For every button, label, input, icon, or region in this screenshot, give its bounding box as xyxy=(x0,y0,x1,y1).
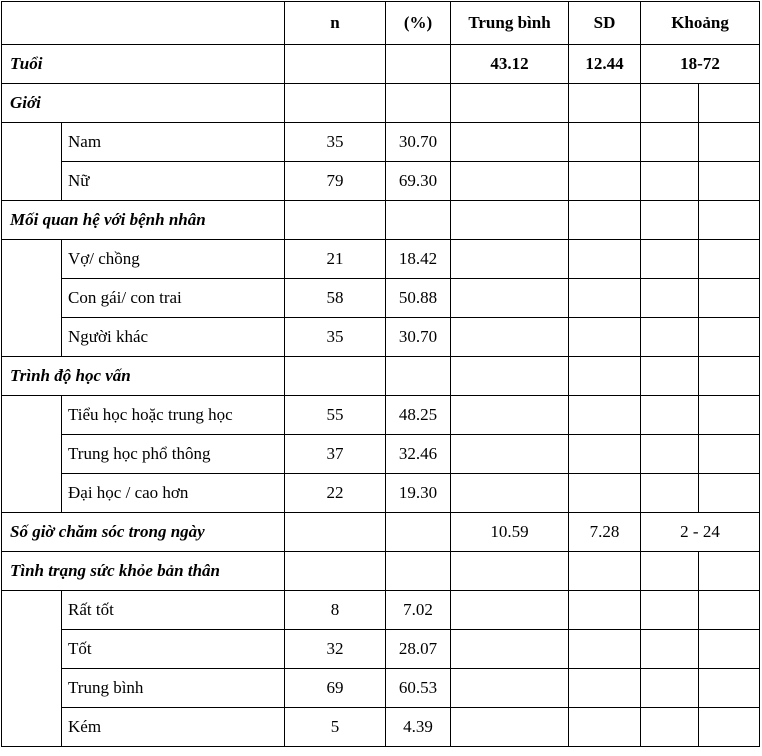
empty-cell xyxy=(451,630,569,669)
empty-cell xyxy=(699,357,760,396)
age-mean: 43.12 xyxy=(451,45,569,84)
empty-cell xyxy=(699,201,760,240)
empty-cell xyxy=(569,552,641,591)
header-mean: Trung bình xyxy=(451,2,569,45)
empty-cell xyxy=(451,318,569,357)
row-n: 69 xyxy=(285,669,386,708)
empty-cell xyxy=(386,357,451,396)
empty-cell xyxy=(699,435,760,474)
row-n: 35 xyxy=(285,123,386,162)
empty-cell xyxy=(641,318,699,357)
row-n: 5 xyxy=(285,708,386,747)
table-row xyxy=(2,591,760,630)
header-n: n xyxy=(285,2,386,45)
table-row xyxy=(2,708,760,747)
empty-cell xyxy=(699,318,760,357)
row-n: 35 xyxy=(285,318,386,357)
row-percent: 30.70 xyxy=(386,318,451,357)
empty-cell xyxy=(451,123,569,162)
empty-cell xyxy=(641,591,699,630)
empty-cell xyxy=(641,162,699,201)
empty-cell xyxy=(569,162,641,201)
empty-cell xyxy=(386,513,451,552)
empty-cell xyxy=(699,591,760,630)
row-label: Trung học phổ thông xyxy=(62,435,285,474)
relationship-group-row xyxy=(2,201,760,240)
empty-cell xyxy=(569,123,641,162)
table-row xyxy=(2,123,760,162)
empty-cell xyxy=(641,630,699,669)
header-blank-cell xyxy=(2,2,285,45)
gender-group-row xyxy=(2,84,760,123)
row-percent: 7.02 xyxy=(386,591,451,630)
empty-cell xyxy=(699,708,760,747)
row-label: Vợ/ chồng xyxy=(62,240,285,279)
care-hours-range: 2 - 24 xyxy=(641,513,760,552)
empty-cell xyxy=(386,84,451,123)
empty-cell xyxy=(285,513,386,552)
empty-cell xyxy=(569,318,641,357)
row-label: Nam xyxy=(62,123,285,162)
row-percent: 32.46 xyxy=(386,435,451,474)
empty-cell xyxy=(451,591,569,630)
row-label: Tiểu học hoặc trung học xyxy=(62,396,285,435)
header-range: Khoảng xyxy=(641,2,760,45)
relationship-label: Mối quan hệ với bệnh nhân xyxy=(2,201,285,240)
empty-cell xyxy=(451,279,569,318)
age-range: 18-72 xyxy=(641,45,760,84)
empty-cell xyxy=(641,435,699,474)
table-row xyxy=(2,669,760,708)
row-percent: 30.70 xyxy=(386,123,451,162)
indent-cell xyxy=(2,396,62,513)
row-n: 37 xyxy=(285,435,386,474)
empty-cell xyxy=(699,630,760,669)
row-percent: 28.07 xyxy=(386,630,451,669)
header-sd: SD xyxy=(569,2,641,45)
empty-cell xyxy=(699,396,760,435)
empty-cell xyxy=(285,357,386,396)
education-group-row xyxy=(2,357,760,396)
empty-cell xyxy=(699,162,760,201)
empty-cell xyxy=(569,396,641,435)
row-label: Kém xyxy=(62,708,285,747)
row-percent: 19.30 xyxy=(386,474,451,513)
row-n: 22 xyxy=(285,474,386,513)
empty-cell xyxy=(699,552,760,591)
table-row xyxy=(2,240,760,279)
health-group-row xyxy=(2,552,760,591)
header-percent: (%) xyxy=(386,2,451,45)
table-row xyxy=(2,162,760,201)
row-label: Người khác xyxy=(62,318,285,357)
empty-cell xyxy=(569,201,641,240)
row-n: 32 xyxy=(285,630,386,669)
empty-cell xyxy=(641,240,699,279)
empty-cell xyxy=(569,84,641,123)
empty-cell xyxy=(699,240,760,279)
empty-cell xyxy=(285,45,386,84)
empty-cell xyxy=(451,474,569,513)
care-hours-mean: 10.59 xyxy=(451,513,569,552)
empty-cell xyxy=(641,552,699,591)
empty-cell xyxy=(451,84,569,123)
row-label: Đại học / cao hơn xyxy=(62,474,285,513)
empty-cell xyxy=(451,396,569,435)
empty-cell xyxy=(569,630,641,669)
row-n: 58 xyxy=(285,279,386,318)
age-sd: 12.44 xyxy=(569,45,641,84)
education-label: Trình độ học vấn xyxy=(2,357,285,396)
care-hours-sd: 7.28 xyxy=(569,513,641,552)
empty-cell xyxy=(699,279,760,318)
empty-cell xyxy=(451,357,569,396)
empty-cell xyxy=(641,708,699,747)
empty-cell xyxy=(569,669,641,708)
row-n: 8 xyxy=(285,591,386,630)
row-label: Trung bình xyxy=(62,669,285,708)
age-row xyxy=(2,45,760,84)
empty-cell xyxy=(569,435,641,474)
indent-cell xyxy=(2,123,62,201)
empty-cell xyxy=(285,201,386,240)
table-row xyxy=(2,435,760,474)
row-label: Con gái/ con trai xyxy=(62,279,285,318)
empty-cell xyxy=(451,162,569,201)
empty-cell xyxy=(285,84,386,123)
empty-cell xyxy=(641,396,699,435)
empty-cell xyxy=(386,201,451,240)
empty-cell xyxy=(386,45,451,84)
row-n: 21 xyxy=(285,240,386,279)
empty-cell xyxy=(641,669,699,708)
indent-cell xyxy=(2,591,62,747)
empty-cell xyxy=(641,201,699,240)
empty-cell xyxy=(569,708,641,747)
row-label: Tốt xyxy=(62,630,285,669)
row-percent: 18.42 xyxy=(386,240,451,279)
empty-cell xyxy=(285,552,386,591)
empty-cell xyxy=(699,474,760,513)
empty-cell xyxy=(641,279,699,318)
empty-cell xyxy=(451,708,569,747)
empty-cell xyxy=(699,669,760,708)
empty-cell xyxy=(451,669,569,708)
empty-cell xyxy=(569,474,641,513)
gender-label: Giới xyxy=(2,84,285,123)
row-n: 55 xyxy=(285,396,386,435)
empty-cell xyxy=(451,240,569,279)
empty-cell xyxy=(451,552,569,591)
empty-cell xyxy=(451,201,569,240)
demographics-table xyxy=(1,1,760,747)
empty-cell xyxy=(569,279,641,318)
empty-cell xyxy=(569,240,641,279)
indent-cell xyxy=(2,240,62,357)
table-row xyxy=(2,630,760,669)
table-row xyxy=(2,396,760,435)
care-hours-label: Số giờ chăm sóc trong ngày xyxy=(2,513,285,552)
health-label: Tình trạng sức khỏe bản thân xyxy=(2,552,285,591)
row-label: Nữ xyxy=(62,162,285,201)
empty-cell xyxy=(641,357,699,396)
row-percent: 60.53 xyxy=(386,669,451,708)
empty-cell xyxy=(569,591,641,630)
row-percent: 50.88 xyxy=(386,279,451,318)
empty-cell xyxy=(451,435,569,474)
empty-cell xyxy=(641,84,699,123)
empty-cell xyxy=(641,474,699,513)
empty-cell xyxy=(641,123,699,162)
care-hours-row xyxy=(2,513,760,552)
age-label: Tuổi xyxy=(2,45,285,84)
empty-cell xyxy=(699,123,760,162)
row-percent: 4.39 xyxy=(386,708,451,747)
table-row xyxy=(2,318,760,357)
empty-cell xyxy=(569,357,641,396)
row-label: Rất tốt xyxy=(62,591,285,630)
row-percent: 69.30 xyxy=(386,162,451,201)
row-n: 79 xyxy=(285,162,386,201)
empty-cell xyxy=(699,84,760,123)
header-row xyxy=(2,2,760,45)
empty-cell xyxy=(386,552,451,591)
table-row xyxy=(2,474,760,513)
table-row xyxy=(2,279,760,318)
row-percent: 48.25 xyxy=(386,396,451,435)
